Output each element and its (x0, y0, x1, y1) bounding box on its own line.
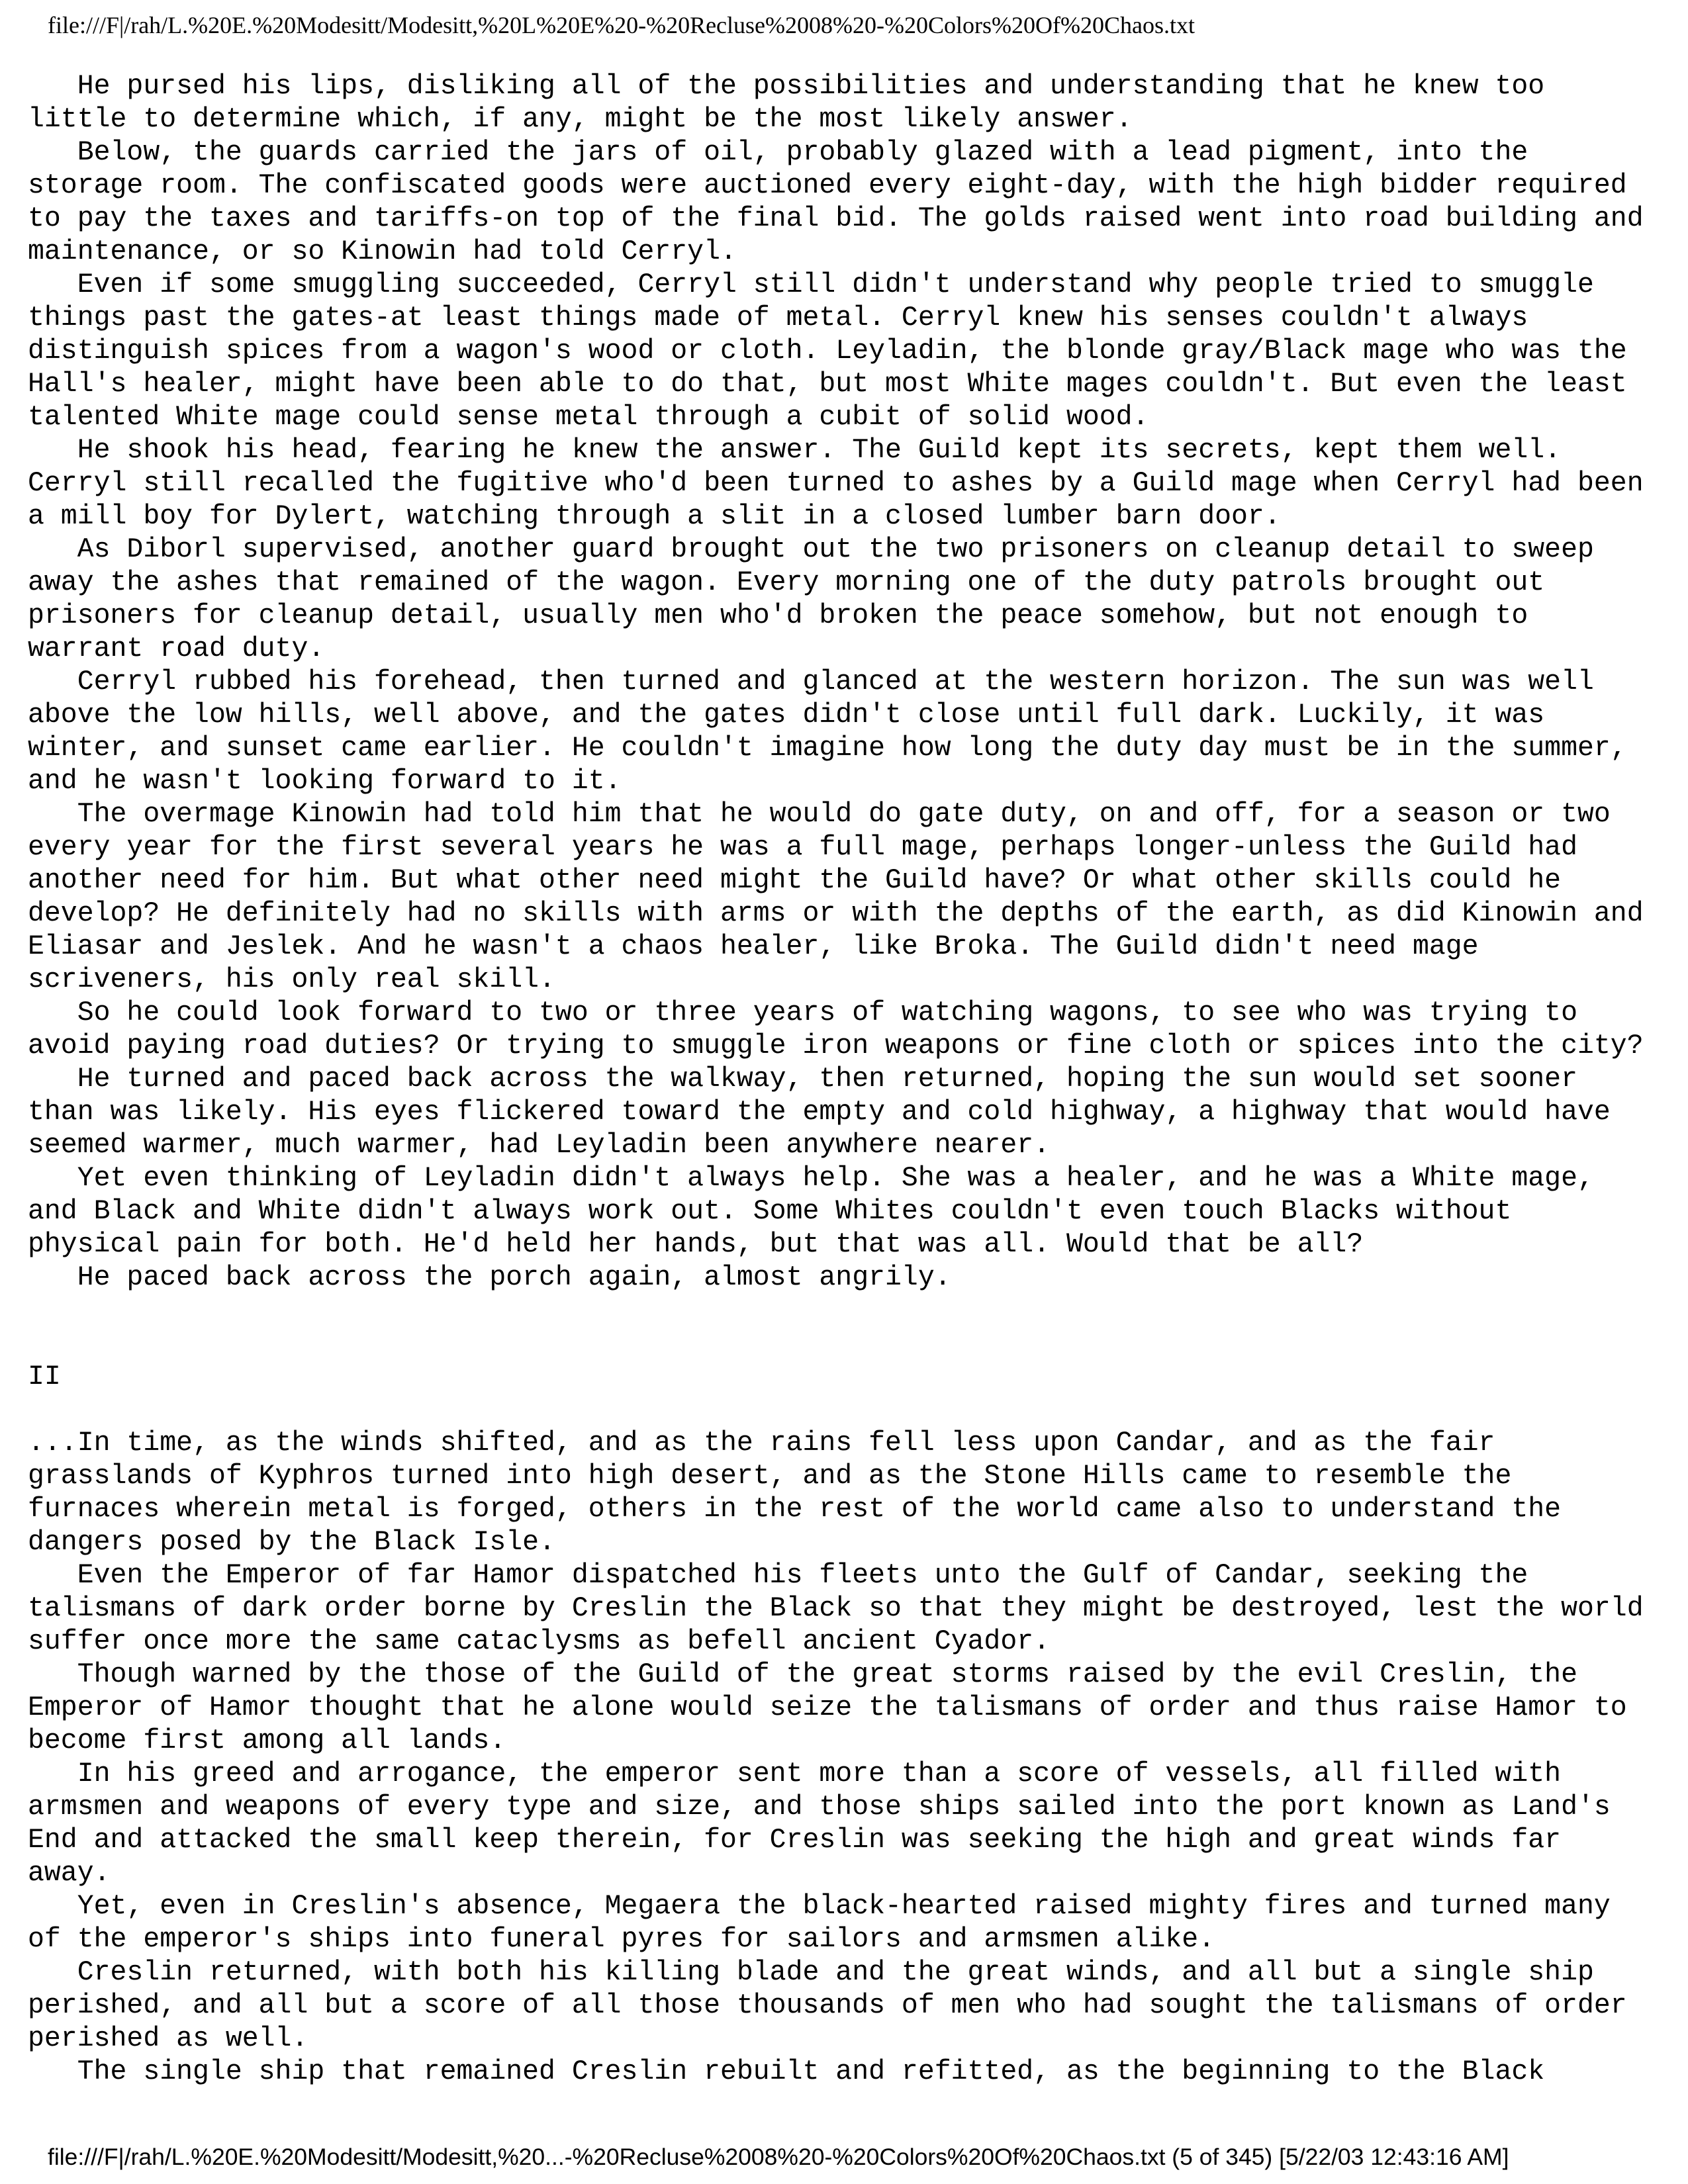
text-line: warrant road duty. (28, 633, 325, 664)
text-line (28, 1295, 1669, 1328)
text-line: than was likely. His eyes flickered toward the empty and cold highway, a highway that would have (28, 1097, 1611, 1128)
text-line: and Black and White didn't always work out. Some Whites couldn't even touch Blacks without (28, 1196, 1512, 1227)
text-line: scriveners, his only real skill. (28, 964, 555, 995)
text-line: storage room. The confiscated goods were auctioned every eight-day, with the high bidder required (28, 170, 1627, 201)
text-line: a mill boy for Dylert, watching through a slit in a closed lumber barn door. (28, 501, 1281, 532)
text-line: ...In time, as the winds shifted, and as the rains fell less upon Candar, and as the fair (28, 1428, 1495, 1459)
text-line: above the low hills, well above, and the gates didn't close until full dark. Luckily, it was (28, 700, 1545, 731)
text-line: little to determine which, if any, might be the most likely answer. (28, 104, 1133, 135)
text-line: perished, and all but a score of all those thousands of men who had sought the talismans of order (28, 1990, 1627, 2021)
text-line: In his greed and arrogance, the emperor sent more than a score of vessels, all filled with (28, 1758, 1562, 1790)
text-line: distinguish spices from a wagon's wood or cloth. Leyladin, the blonde gray/Black mage who was the (28, 336, 1627, 367)
text-line: II (28, 1361, 61, 1392)
text-line: Yet even thinking of Leyladin didn't always help. She was a healer, and he was a White mage, (28, 1163, 1594, 1194)
text-line: physical pain for both. He'd held her hands, but that was all. Would that be all? (28, 1229, 1364, 1260)
page-header-url: file:///F|/rah/L.%20E.%20Modesitt/Modesitt,%20L%20E%20-%20Recluse%2008%20-%20Colors%20Of%20Chaos.txt (48, 12, 1195, 38)
text-line: Cerryl still recalled the fugitive who'd been turned to ashes by a Guild mage when Cerryl had been (28, 468, 1644, 499)
text-line: every year for the first several years he was a full mage, perhaps longer-unless the Guild had (28, 832, 1577, 863)
text-line: armsmen and weapons of every type and size, and those ships sailed into the port known as Land's (28, 1792, 1611, 1823)
text-line: He pursed his lips, disliking all of the possibilities and understanding that he knew too (28, 71, 1545, 102)
text-line: Hall's healer, might have been able to do that, but most White mages couldn't. But even the least (28, 369, 1627, 400)
text-line: He shook his head, fearing he knew the answer. The Guild kept its secrets, kept them well. (28, 435, 1562, 466)
text-line: of the emperor's ships into funeral pyres for sailors and armsmen alike. (28, 1924, 1215, 1955)
text-line: Yet, even in Creslin's absence, Megaera the black-hearted raised mighty fires and turned many (28, 1891, 1611, 1922)
text-line: seemed warmer, much warmer, had Leyladin been anywhere nearer. (28, 1130, 1051, 1161)
text-line: furnaces wherein metal is forged, others in the rest of the world came also to understand the (28, 1494, 1562, 1525)
text-line: grasslands of Kyphros turned into high desert, and as the Stone Hills came to resemble the (28, 1461, 1512, 1492)
page-footer: file:///F|/rah/L.%20E.%20Modesitt/Modesitt,%20...-%20Recluse%2008%20-%20Colors%20Of%20Chaos.txt (5 of 345) [5/22/03 12:43:16 AM] (48, 2144, 1509, 2170)
text-line: Though warned by the those of the Guild of the great storms raised by the evil Creslin, the (28, 1659, 1577, 1690)
text-line: Below, the guards carried the jars of oil, probably glazed with a lead pigment, into the (28, 137, 1528, 168)
text-line: talismans of dark order borne by Creslin the Black so that they might be destroyed, lest the world (28, 1593, 1644, 1624)
text-line: another need for him. But what other need might the Guild have? Or what other skills could he (28, 865, 1562, 896)
text-line: Even the Emperor of far Hamor dispatched his fleets unto the Gulf of Candar, seeking the (28, 1560, 1528, 1591)
text-line: perished as well. (28, 2023, 308, 2054)
text-line: Emperor of Hamor thought that he alone would seize the talismans of order and thus raise Hamor to (28, 1692, 1627, 1723)
text-line: He turned and paced back across the walkway, then returned, hoping the sun would set sooner (28, 1064, 1577, 1095)
text-line: become first among all lands. (28, 1725, 506, 1756)
text-line: End and attacked the small keep therein, for Creslin was seeking the high and great winds far (28, 1825, 1562, 1856)
text-line: suffer once more the same cataclysms as befell ancient Cyador. (28, 1626, 1051, 1657)
text-line: prisoners for cleanup detail, usually men who'd broken the peace somehow, but not enough to (28, 600, 1528, 631)
text-line: and he wasn't looking forward to it. (28, 766, 622, 797)
text-line: avoid paying road duties? Or trying to smuggle iron weapons or fine cloth or spices into the city? (28, 1030, 1644, 1062)
text-line: So he could look forward to two or three years of watching wagons, to see who was trying to (28, 997, 1577, 1028)
text-line: Cerryl rubbed his forehead, then turned and glanced at the western horizon. The sun was well (28, 666, 1594, 698)
text-line: dangers posed by the Black Isle. (28, 1527, 555, 1558)
document-body (28, 70, 1669, 2089)
text-line (28, 1394, 1669, 1427)
text-line: develop? He definitely had no skills with arms or with the depths of the earth, as did Kinowin and (28, 898, 1644, 929)
text-line: Eliasar and Jeslek. And he wasn't a chaos healer, like Broka. The Guild didn't need mage (28, 931, 1479, 962)
text-line: The single ship that remained Creslin rebuilt and refitted, as the beginning to the Black (28, 2056, 1545, 2087)
text-line: things past the gates-at least things made of metal. Cerryl knew his senses couldn't always (28, 302, 1528, 334)
text-line: to pay the taxes and tariffs-on top of the final bid. The golds raised went into road building and (28, 203, 1644, 234)
text-line: maintenance, or so Kinowin had told Cerryl. (28, 236, 737, 267)
text-line: Creslin returned, with both his killing blade and the great winds, and all but a single ship (28, 1957, 1594, 1988)
text-line: talented White mage could sense metal through a cubit of solid wood. (28, 402, 1149, 433)
text-line: winter, and sunset came earlier. He couldn't imagine how long the duty day must be in the summer, (28, 733, 1627, 764)
text-line: As Diborl supervised, another guard brought out the two prisoners on cleanup detail to sweep (28, 534, 1594, 565)
text-line (28, 1328, 1669, 1361)
text-line: away. (28, 1858, 111, 1889)
text-line: away the ashes that remained of the wagon. Every morning one of the duty patrols brought out (28, 567, 1545, 598)
text-line: He paced back across the porch again, almost angrily. (28, 1262, 951, 1293)
text-line: The overmage Kinowin had told him that he would do gate duty, on and off, for a season or two (28, 799, 1611, 830)
text-line: Even if some smuggling succeeded, Cerryl still didn't understand why people tried to smuggle (28, 269, 1594, 300)
